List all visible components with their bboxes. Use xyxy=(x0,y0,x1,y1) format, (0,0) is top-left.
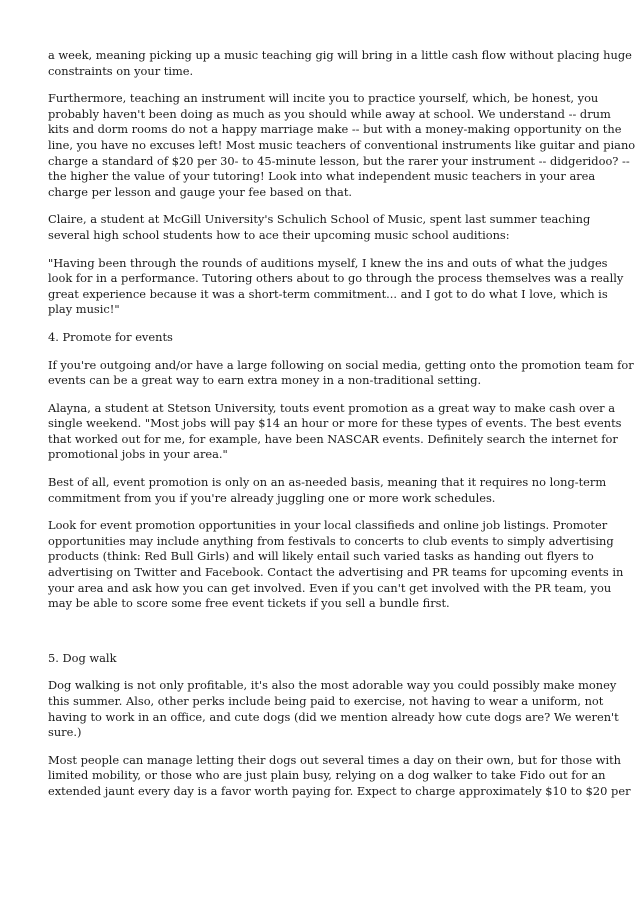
body-paragraph xyxy=(48,255,624,318)
text-line: Claire, a student at McGill University's Schulich School of Music, spent last summer teaching xyxy=(48,212,591,227)
body-paragraph xyxy=(48,518,624,612)
body-paragraph xyxy=(48,400,622,463)
text-line: the higher the value of your tutoring! Look into what independent music teachers in your area xyxy=(48,169,596,184)
text-line: Furthermore, teaching an instrument will incite you to practice yourself, which, be honest, you xyxy=(48,91,599,106)
text-line: a week, meaning picking up a music teaching gig will bring in a little cash flow without placing huge xyxy=(48,48,632,62)
text-line: charge per lesson and gauge your fee based on that. xyxy=(48,184,353,199)
text-line: probably haven't been doing as much as you should while away at school. We understand -- drum xyxy=(48,106,611,121)
text-line: having to work in an office, and cute dogs (did we mention already how cute dogs are? We weren't xyxy=(48,709,619,724)
text-line: "Having been through the rounds of auditions myself, I knew the ins and outs of what the judges xyxy=(48,255,608,270)
text-line: play music!" xyxy=(48,302,120,317)
body-paragraph xyxy=(48,752,631,800)
section-heading xyxy=(48,651,600,667)
body-paragraph xyxy=(48,91,636,200)
text-line: Most people can manage letting their dogs out several times a day on their own, but for those with xyxy=(48,752,621,767)
text-line: Look for event promotion opportunities in your local classifieds and online job listings. Promoter xyxy=(48,518,608,533)
text-line: products (think: Red Bull Girls) and will likely entail such varied tasks as handing out flyers to xyxy=(48,549,594,564)
text-line: events can be a great way to earn extra money in a non-traditional setting. xyxy=(48,373,482,388)
text-line: sure.) xyxy=(48,725,82,740)
text-line: may be able to score some free event tickets if you sell a bundle first. xyxy=(48,596,450,611)
text-line: charge a standard of $20 per 30- to 45-minute lesson, but the rarer your instrument -- didgeridoo? -- xyxy=(48,153,630,168)
text-line: Best of all, event promotion is only on an as-needed basis, meaning that it requires no long-term xyxy=(48,475,607,490)
body-paragraph xyxy=(48,48,632,79)
text-line: commitment from you if you're already juggling one or more work schedules. xyxy=(48,490,496,505)
text-line: If you're outgoing and/or have a large following on social media, getting onto the promotion team for xyxy=(48,357,634,372)
text-line: this summer. Also, other perks include being paid to exercise, not having to wear a uniform, not xyxy=(48,694,604,708)
body-paragraph xyxy=(48,212,600,243)
text-line: kits and dorm rooms do not a happy marriage make -- but with a money-making opportunity on the xyxy=(48,122,622,137)
text-line: 4. Promote for events xyxy=(48,329,173,344)
text-line: advertising on Twitter and Facebook. Contact the advertising and PR teams for upcoming events in xyxy=(48,565,624,580)
section-heading xyxy=(48,330,600,346)
document-page xyxy=(48,48,636,812)
body-paragraph xyxy=(48,357,634,389)
text-line: extended jaunt every day is a favor worth paying for. Expect to charge approximately $10 to $20 per xyxy=(48,783,631,798)
text-line: opportunities may include anything from festivals to concerts to club events to simply advertising xyxy=(48,533,614,548)
text-line: single weekend. "Most jobs will pay $14 an hour or more for these types of events. The best events xyxy=(48,416,622,431)
body-paragraph xyxy=(48,475,607,506)
body-paragraph xyxy=(48,678,619,740)
text-line: Dog walking is not only profitable, it's also the most adorable way you could possibly make money xyxy=(48,678,617,693)
text-line: several high school students how to ace their upcoming music school auditions: xyxy=(48,227,510,242)
text-line: promotional jobs in your area." xyxy=(48,447,228,462)
text-line: that worked out for me, for example, have been NASCAR events. Definitely search the internet for xyxy=(48,431,618,446)
section-spacer xyxy=(48,624,600,651)
text-line: Alayna, a student at Stetson University, touts event promotion as a great way to make cash over a xyxy=(48,400,616,415)
text-line: look for in a performance. Tutoring others about to go through the process themselves was a really xyxy=(48,271,624,286)
text-line: great experience because it was a short-term commitment... and I got to do what I love, which is xyxy=(48,286,608,301)
text-line: your area and ask how you can get involved. Even if you can't get involved with the PR team, you xyxy=(48,580,612,595)
text-line: line, you have no excuses left! Most music teachers of conventional instruments like guitar and piano xyxy=(48,137,636,152)
text-line: limited mobility, or those who are just plain busy, relying on a dog walker to take Fido out for an xyxy=(48,768,606,783)
text-line: constraints on your time. xyxy=(48,63,194,78)
text-line: 5. Dog walk xyxy=(48,650,117,665)
